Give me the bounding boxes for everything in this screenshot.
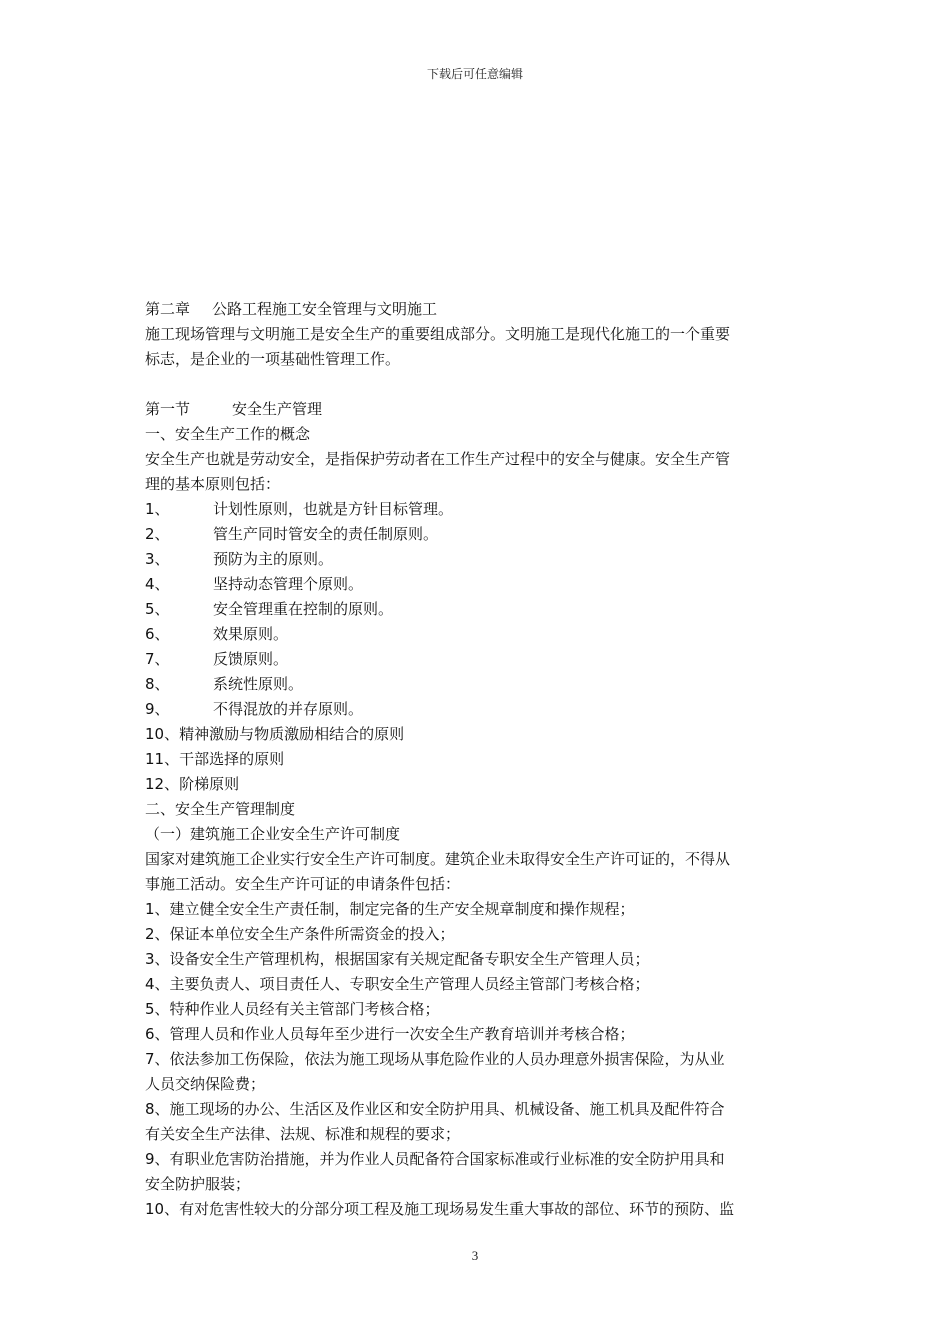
blank-line [145,372,810,397]
paragraph-line: 理的基本原则包括： [145,475,281,493]
page-number: 3 [471,1248,479,1263]
condition-line: 1、建立健全安全生产责任制，制定完备的生产安全规章制度和操作规程； [145,900,635,918]
list-item [145,597,810,622]
chapter-heading [145,297,810,322]
list-item-number: 3、 [145,550,170,568]
list-item-text: 效果原则。 [213,625,289,643]
list-item-text: 不得混放的并存原则。 [213,700,364,718]
chapter-label: 第二章 [145,300,191,318]
section-title: 安全生产管理 [232,400,323,418]
chapter-title: 公路工程施工安全管理与文明施工 [212,300,438,318]
condition-line: 2、保证本单位安全生产条件所需资金的投入； [145,925,455,943]
paragraph-line: 事施工活动。安全生产许可证的申请条件包括： [145,875,461,893]
section-label: 第一节 [145,400,191,418]
document-body [145,297,810,1222]
condition-line: 8、施工现场的办公、生活区及作业区和安全防护用具、机械设备、施工机具及配件符合 [145,1100,725,1118]
list-item [145,672,810,697]
list-item [145,697,810,722]
page-header: 下载后可任意编辑 [426,67,523,81]
intro-line: 施工现场管理与文明施工是安全生产的重要组成部分。文明施工是现代化施工的一个重要 [145,325,731,343]
list-item-text: 计划性原则，也就是方针目标管理。 [213,500,454,518]
list-item: 12、阶梯原则 [145,775,240,793]
condition-line: 6、管理人员和作业人员每年至少进行一次安全生产教育培训并考核合格； [145,1025,635,1043]
list-item [145,522,810,547]
list-item-number: 1、 [145,500,170,518]
paragraph-line: 国家对建筑施工企业实行安全生产许可制度。建筑企业未取得安全生产许可证的，不得从 [145,850,731,868]
list-item [145,647,810,672]
condition-line: 4、主要负责人、项目责任人、专职安全生产管理人员经主管部门考核合格； [145,975,650,993]
list-item [145,497,810,522]
condition-line: 10、有对危害性较大的分部分项工程及施工现场易发生重大事故的部位、环节的预防、监 [145,1200,735,1218]
condition-line: 人员交纳保险费； [145,1075,266,1093]
list-item-text: 坚持动态管理个原则。 [213,575,364,593]
list-item-text: 预防为主的原则。 [213,550,334,568]
list-item [145,547,810,572]
list-item-text: 反馈原则。 [213,650,289,668]
list-item: 10、精神激励与物质激励相结合的原则 [145,725,405,743]
list-item-text: 系统性原则。 [213,675,304,693]
condition-line: 7、依法参加工伤保险，依法为施工现场从事危险作业的人员办理意外损害保险，为从业 [145,1050,725,1068]
condition-line: 有关安全生产法律、法规、标准和规程的要求； [145,1125,461,1143]
list-item: 11、干部选择的原则 [145,750,285,768]
conditions-list [145,897,810,1222]
intro-line: 标志，是企业的一项基础性管理工作。 [145,350,401,368]
list-item-text: 安全管理重在控制的原则。 [213,600,394,618]
heading-concept: 一、安全生产工作的概念 [145,425,311,443]
list-item-number: 5、 [145,600,170,618]
section-heading [145,397,810,422]
principles-list [145,497,810,797]
list-item-number: 2、 [145,525,170,543]
list-item-number: 6、 [145,625,170,643]
paragraph-line: 安全生产也就是劳动安全，是指保护劳动者在工作生产过程中的安全与健康。安全生产管 [145,450,731,468]
list-item-number: 7、 [145,650,170,668]
list-item-number: 9、 [145,700,170,718]
list-item-number: 8、 [145,675,170,693]
list-item-text: 管生产同时管安全的责任制原则。 [213,525,439,543]
condition-line: 5、特种作业人员经有关主管部门考核合格； [145,1000,440,1018]
condition-line: 9、有职业危害防治措施，并为作业人员配备符合国家标准或行业标准的安全防护用具和 [145,1150,725,1168]
subheading-permit: （一）建筑施工企业安全生产许可制度 [145,825,401,843]
list-item [145,622,810,647]
list-item [145,572,810,597]
heading-system: 二、安全生产管理制度 [145,800,296,818]
condition-line: 3、设备安全生产管理机构，根据国家有关规定配备专职安全生产管理人员； [145,950,650,968]
list-item-number: 4、 [145,575,170,593]
condition-line: 安全防护服装； [145,1175,251,1193]
